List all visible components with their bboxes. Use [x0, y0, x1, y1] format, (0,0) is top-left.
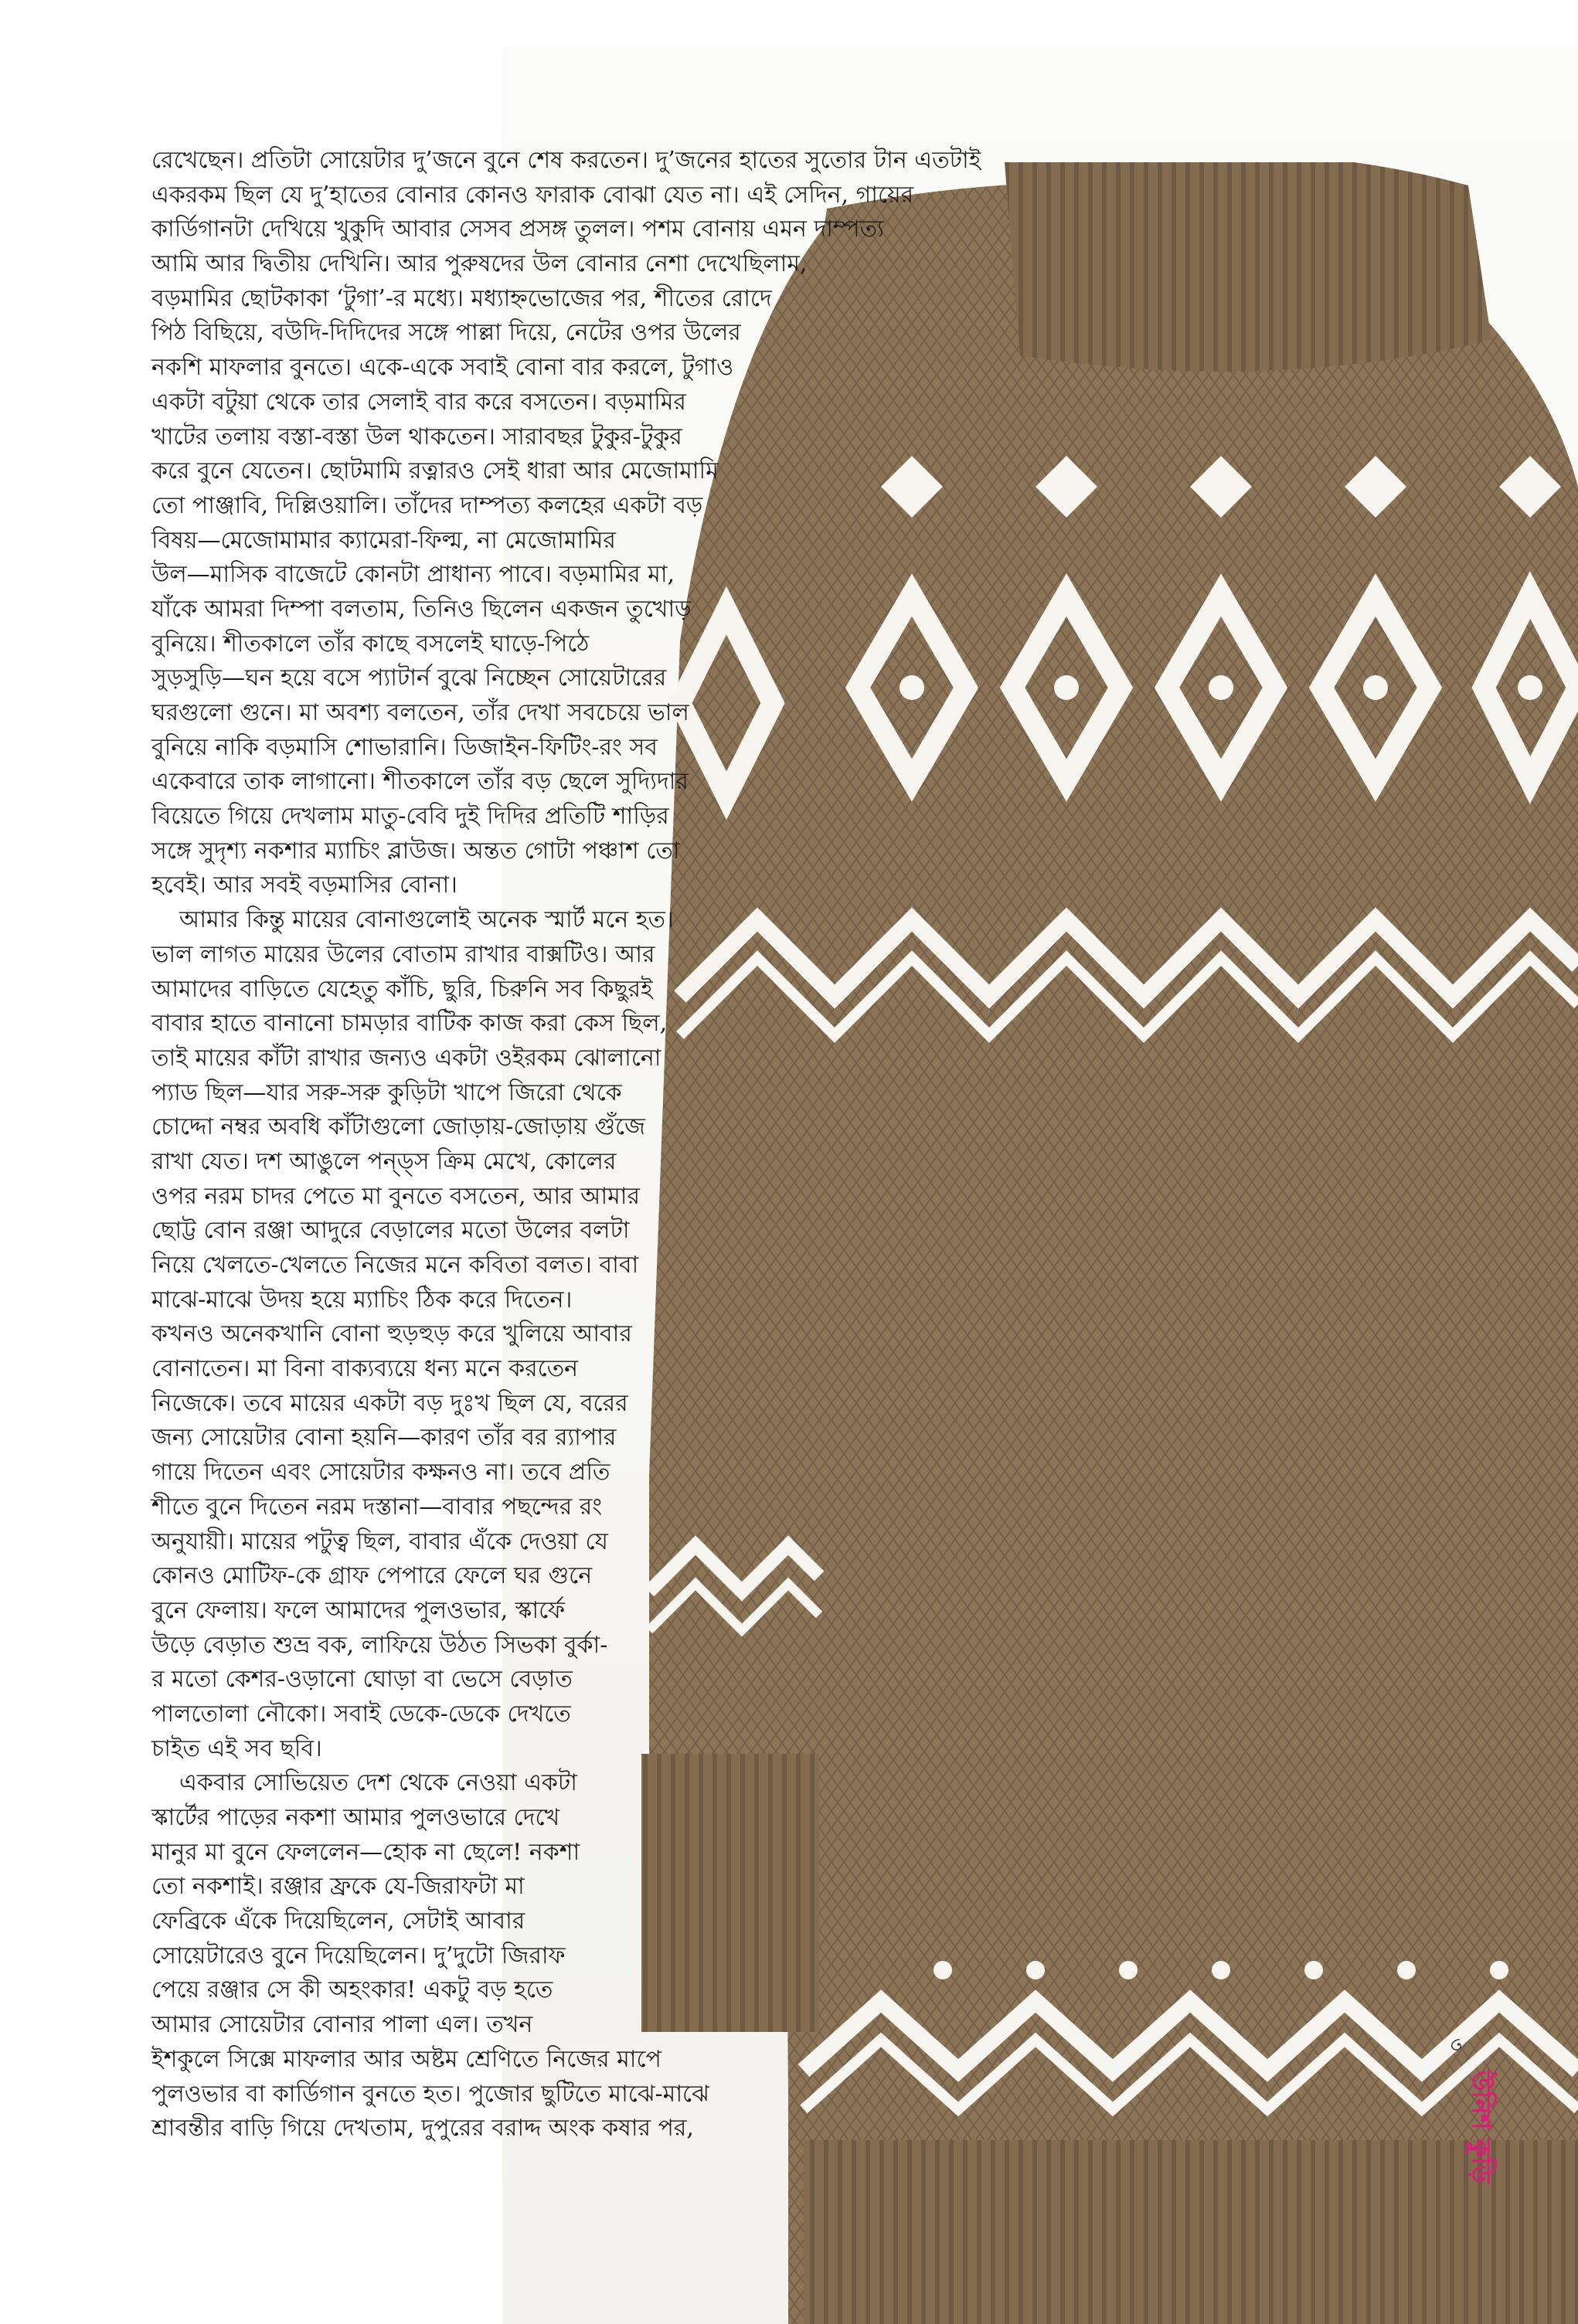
article-line: পেয়ে রঞ্জার সে কী অহংকার! একটু বড় হতে [151, 1976, 553, 2004]
article-line: একবার সোভিয়েত দেশ থেকে নেওয়া একটা [179, 1769, 577, 1797]
article-line: মানুর মা বুনে ফেললেন—হোক না ছেলে! নকশা [151, 1838, 580, 1866]
article-line: আমার সোয়েটার বোনার পালা এল। তখন [151, 2011, 533, 2039]
article-line: কোনও মোটিফ-কে গ্রাফ পেপারে ফেলে ঘর গুনে [151, 1562, 593, 1590]
article-line: আমাদের বাড়িতে যেহেতু কাঁচি, ছুরি, চিরুনি সব কিছুরই [151, 975, 653, 1003]
article-line: নিজেকে। তবে মায়ের একটা বড় দুঃখ ছিল যে, বরের [151, 1389, 628, 1417]
article-line: উড়ে বেড়াত শুভ্র বক, লাফিয়ে উঠত সিভকা বুর্কা- [151, 1631, 608, 1659]
article-line: আমি আর দ্বিতীয় দেখিনি। আর পুরুষদের উল বোনার নেশা দেখেছিলাম, [151, 250, 808, 278]
article-line: তাই মায়ের কাঁটা রাখার জন্যও একটা ওইরকম ঝোলানো [151, 1044, 661, 1072]
article-line: বড়মামির ছোটকাকা ‘টুগা’-র মধ্যে। মধ্যাহ্নভোজের পর, শীতের রোদে [151, 284, 772, 312]
article-line: পালতোলা নৌকো। সবাই ডেকে-ডেকে দেখতে [151, 1700, 571, 1728]
article-line: ওপর নরম চাদর পেতে মা বুনতে বসতেন, আর আমার [151, 1182, 640, 1210]
article-body [151, 144, 981, 2146]
article-line: ফেব্রিকে এঁকে দিয়েছিলেন, সেটাই আবার [151, 1908, 525, 1935]
article-line: একটা বটুয়া থেকে তার সেলাই বার করে বসতেন। বড়মামির [151, 388, 686, 416]
article-line: হবেই। আর সবই বড়মাসির বোনা। [151, 872, 457, 899]
article-line: ছোট্ট বোন রঞ্জা আদুরে বেড়ালের মতো উলের বলটা [151, 1217, 630, 1245]
article-line: ঘরগুলো গুনে। মা অবশ্য বলতেন, তাঁর দেখা সবচেয়ে ভাল [151, 699, 689, 726]
article-line: পিঠ বিছিয়ে, বউদি-দিদিদের সঙ্গে পাল্লা দিয়ে, নেটের ওপর উলের [151, 319, 741, 347]
article-line: সঙ্গে সুদৃশ্য নকশার ম্যাচিং ব্লাউজ। অন্তত গোটা পঞ্চাশ তো [151, 837, 680, 865]
article-line: বিষয়—মেজোমামার ক্যামেরা-ফিল্ম, না মেজোমামির [151, 526, 616, 554]
article-line: যাঁকে আমরা দিম্পা বলতাম, তিনিও ছিলেন একজন তুখোড় [151, 595, 692, 623]
article-line: মাঝে-মাঝে উদয় হয়ে ম্যাচিং ঠিক করে দিতেন। [151, 1286, 573, 1313]
article-line: তো পাঞ্জাবি, দিল্লিওয়ালি। তাঁদের দাম্পত্য কলহের একটা বড় [151, 491, 703, 519]
article-line: শ্রাবন্তীর বাড়ি গিয়ে দেখতাম, দুপুরের বরাদ্দ অংক কষার পর, [151, 2115, 694, 2142]
article-line: রাখা যেত। দশ আঙুলে পন্ড্‌স ক্রিম মেখে, কোলের [151, 1147, 617, 1175]
article-line: করে বুনে যেতেন। ছোটমামি রত্নারও সেই ধারা আর মেজোমামি [151, 457, 719, 485]
article-line: কার্ডিগানটা দেখিয়ে খুকুদি আবার সেসব প্রসঙ্গ তুলল। পশম বোনায় এমন দাম্পত্য [151, 216, 884, 243]
article-line: শীতে বুনে দিতেন নরম দস্তানা—বাবার পছন্দের রং [151, 1493, 603, 1520]
article-line: চাইত এই সব ছবি। [151, 1735, 322, 1762]
article-line: আমার কিন্তু মায়ের বোনাগুলোই অনেক স্মার্ট মনে হত। [179, 906, 674, 934]
article-line: বিয়েতে গিয়ে দেখলাম মাতু-বেবি দুই দিদির প্রতিটি শাড়ির [151, 803, 669, 831]
article-line: ভাল লাগত মায়ের উলের বোতাম রাখার বাক্সটিও। আর [151, 940, 655, 968]
article-line: অনুযায়ী। মায়ের পটুত্ব ছিল, বাবার এঁকে দেওয়া যে [151, 1527, 608, 1555]
article-line: সুড়সুড়ি—ঘন হয়ে বসে প্যাটার্ন বুঝে নিচ্ছেন সোয়েটারের [151, 664, 667, 692]
article-line: প্যাড ছিল—যার সরু-সরু কুড়িটা খাপে জিরো থেকে [151, 1079, 622, 1106]
article-line: খাটের তলায় বস্তা-বস্তা উল থাকতেন। সারাবছর টুকুর-টুকুর [151, 423, 682, 450]
article-line: উল—মাসিক বাজেটে কোনটা প্রাধান্য পাবে। বড়মামির মা, [151, 561, 675, 589]
article-line: নকশি মাফলার বুনতে। একে-একে সবাই বোনা বার করলে, টুগাও [151, 354, 734, 382]
magazine-name: উনিশ কুড়ি [1465, 2071, 1496, 2184]
article-line: সোয়েটারেও বুনে দিয়েছিলেন। দু’দুটো জিরাফ [151, 1942, 566, 1969]
article-line: পুলওভার বা কার্ডিগান বুনতে হত। পুজোর ছুটিতে মাঝে-মাঝে [151, 2080, 709, 2108]
article-line: বুনিয়ে। শীতকালে তাঁর কাছে বসলেই ঘাড়ে-পিঠে [151, 630, 590, 657]
article-line: বোনাতেন। মা বিনা বাক্যব্যয়ে ধন্য মনে করতেন [151, 1355, 579, 1383]
article-line: একেবারে তাক লাগানো। শীতকালে তাঁর বড় ছেলে সুদ্যিদার [151, 768, 689, 796]
article-line: বুনে ফেলায়। ফলে আমাদের পুলওভার, স্কার্ফে [151, 1596, 566, 1624]
article-line: জন্য সোয়েটার বোনা হয়নি—কারণ তাঁর বর র‍্যাপার [151, 1424, 617, 1452]
article-line: গায়ে দিতেন এবং সোয়েটার কক্ষনও না। তবে প্রতি [151, 1459, 610, 1486]
article-line: বুনিয়ে নাকি বড়মাসি শোভারানি। ডিজাইন-ফিটিং-রং সব [151, 733, 658, 761]
page-number: ৩ [1444, 2038, 1467, 2051]
article-line: কখনও অনেকখানি বোনা হুড়হুড় করে খুলিয়ে আবার [151, 1320, 632, 1348]
article-line: চোদ্দো নম্বর অবধি কাঁটাগুলো জোড়ায়-জোড়ায় গুঁজে [151, 1113, 645, 1141]
article-line: রেখেছেন। প্রতিটা সোয়েটার দু’জনে বুনে শেষ করতেন। দু’জনের হাতের সুতোর টান এতটাই [151, 147, 981, 174]
article-line: বাবার হাতে বানানো চামড়ার বাটিক কাজ করা কেস ছিল, [151, 1010, 668, 1038]
article-line: একরকম ছিল যে দু’হাতের বোনার কোনও ফারাক বোঝা যেত না। এই সেদিন, গায়ের [151, 181, 914, 209]
article-line: র মতো কেশর-ওড়ানো ঘোড়া বা ভেসে বেড়াত [151, 1666, 573, 1694]
article-line: ইশকুলে সিক্সে মাফলার আর অষ্টম শ্রেণিতে নিজের মাপে [151, 2045, 661, 2073]
article-line: স্কার্টের পাড়ের নকশা আমার পুলওভারে দেখে [151, 1804, 560, 1831]
article-line: নিয়ে খেলতে-খেলতে নিজের মনে কবিতা বলত। বাবা [151, 1252, 639, 1279]
article-line: তো নকশাই। রঞ্জার ফ্রকে যে-জিরাফটা মা [151, 1873, 525, 1901]
